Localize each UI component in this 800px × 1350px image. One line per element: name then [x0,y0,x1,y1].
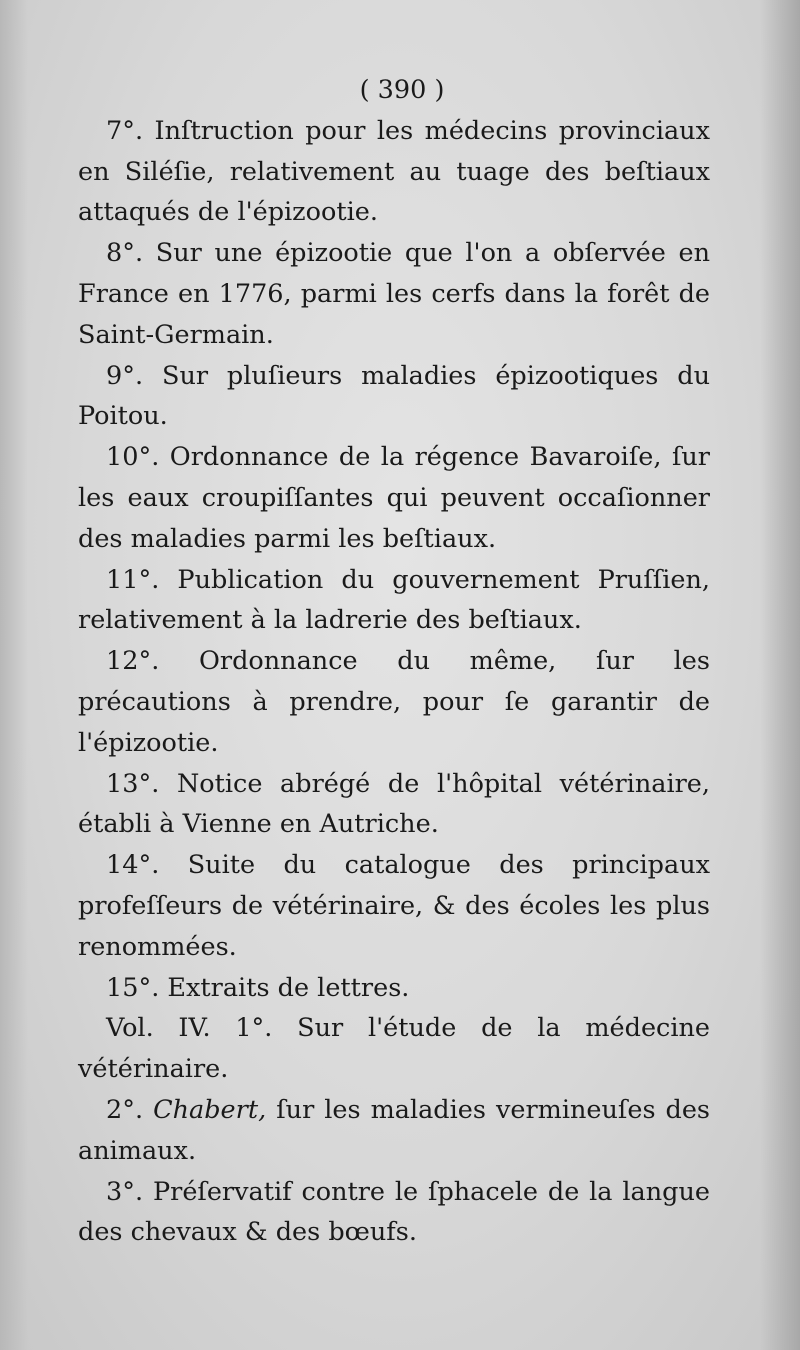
item-number: 9°. [106,360,144,391]
item-text: Sur pluſieurs maladies épizootiques du Poitou. [78,360,710,432]
item-text: Ordonnance de la régence Bavaroiſe, ſur les eaux croupiſſantes qui peuvent occaſionner des maladies parmi les beſtiaux. [78,442,710,554]
list-item [78,845,710,967]
item-text: Sur une épizootie que l'on a obſervée en France en 1776, parmi les cerfs dans la forêt de Saint-Germain. [78,238,710,350]
item-text: Sur l'étude de la médecine vétérinaire. [78,1013,710,1085]
list-item [78,641,710,763]
item-text: Notice abrégé de l'hôpital vétérinaire, établi à Vienne en Autriche. [78,768,711,840]
item-number: 14°. [106,850,160,881]
item-text: Ordonnance du même, ſur les précautions à prendre, pour ſe garantir de l'épizootie. [78,646,710,758]
item-number: 13°. [106,768,160,799]
author-name: Chabert, [153,1094,267,1125]
page-text [78,70,710,1253]
list-item [78,356,710,438]
item-number: 15°. [106,972,160,1003]
list-item [78,437,710,559]
item-text: ſur les maladies vermineuſes des animaux. [78,1094,711,1166]
list-item [78,968,710,1009]
item-number: 3°. [106,1176,144,1207]
item-text: Publication du gouvernement Pruſſien, relativement à la ladrerie des beſtiaux. [78,564,711,636]
item-text: Préſervatif contre le ſphacele de la langue des chevaux & des bœufs. [78,1176,710,1248]
list-item [78,1008,710,1090]
list-item [78,1172,710,1254]
item-number: 2°. [106,1094,144,1125]
item-text: Extraits de lettres. [167,972,410,1003]
item-number: Vol. IV. 1°. [106,1013,273,1044]
page-number: ( 390 ) [359,75,445,105]
list-item [78,111,710,233]
item-number: 12°. [106,646,160,677]
item-number: 8°. [106,238,144,269]
item-number: 11°. [106,564,160,595]
list-item [78,1090,710,1172]
page-edge-shadow-left [0,0,28,1350]
item-number: 10°. [106,442,160,473]
item-text: Inſtruction pour les médecins provinciaux en Siléſie, relativement au tuage des beſtiaux attaqués de l'épizootie. [78,115,710,228]
page-edge-shadow-right [760,0,800,1350]
list-item [78,233,710,355]
list-item [78,560,710,642]
list-item [78,764,710,846]
item-number: 7°. [106,115,144,146]
item-text: Suite du catalogue des principaux profeſſeurs de vétérinaire, & des écoles les plus renommées. [78,850,710,962]
